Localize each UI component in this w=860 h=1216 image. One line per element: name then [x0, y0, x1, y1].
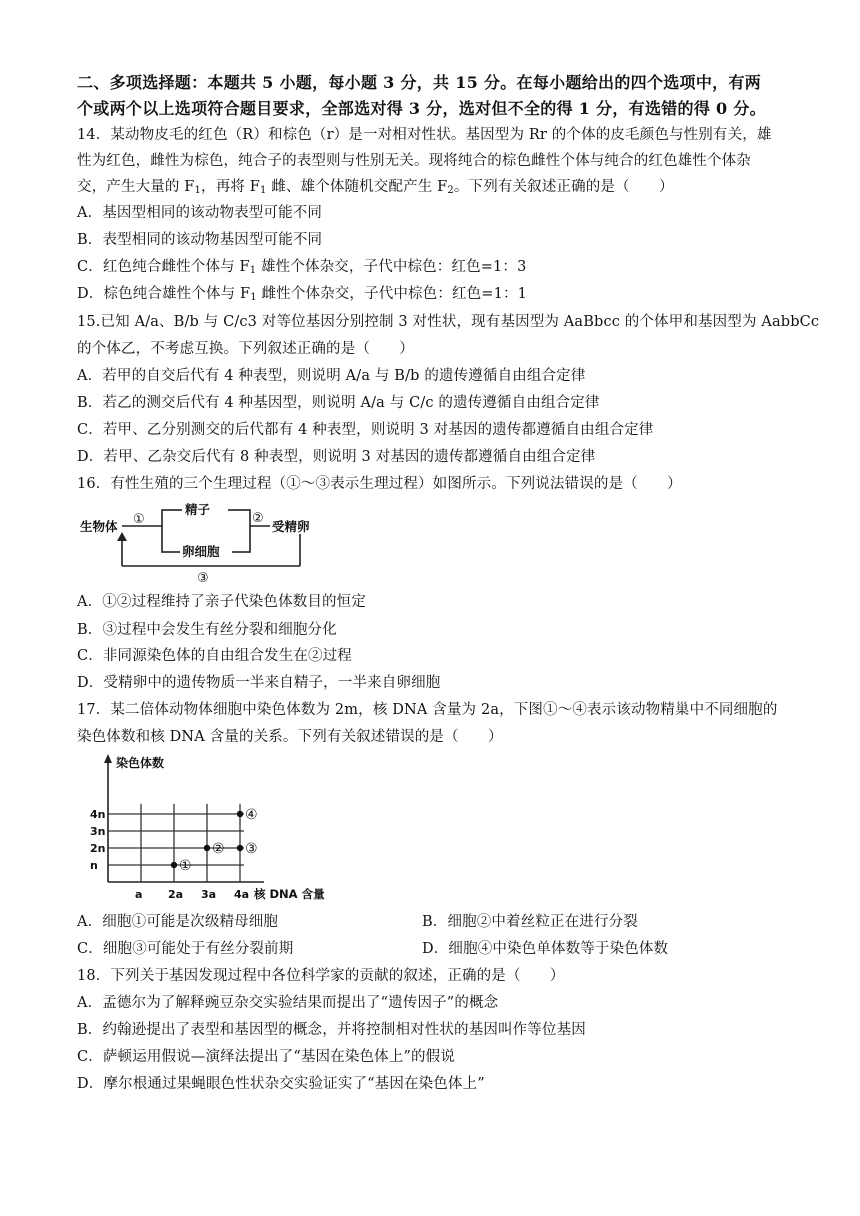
q18-option-b: B．约翰逊提出了表型和基因型的概念，并将控制相对性状的基因叫作等位基因 — [77, 1022, 586, 1038]
data-point-label: ③ — [245, 841, 258, 857]
y-axis-arrow — [104, 754, 112, 763]
y-axis-label: 染色体数 — [116, 756, 165, 770]
q17-option-a: A．细胞①可能是次级精母细胞 — [77, 914, 279, 930]
reproduction-process-diagram — [80, 500, 320, 586]
q15-stem-line-2: 的个体乙，不考虑互换。下列叙述正确的是（ ） — [77, 341, 414, 357]
x-tick-label: 3a — [201, 888, 217, 901]
q16-option-d: D．受精卵中的遗传物质一半来自精子，一半来自卵细胞 — [77, 675, 441, 691]
y-tick-label: 2n — [90, 842, 106, 855]
q14-option-c: C．红色纯合雌性个体与 $F_1$ 雄性个体杂交，子代中棕色：红色=1：3 — [77, 259, 527, 276]
data-point — [171, 862, 177, 868]
section-header-line-1: 二、多项选择题：本题共 5 小题，每小题 3 分，共 15 分。在每小题给出的四个选项中，有两 — [77, 73, 762, 92]
diagram-label-sperm: 精子 — [185, 502, 211, 517]
q17-stem-line-2: 染色体数和核 DNA 含量的关系。下列有关叙述错误的是（ ） — [77, 729, 503, 745]
q14-stem-line-2: 性为红色，雌性为棕色，纯合子的表型则与性别无关。现将纯合的棕色雌性个体与纯合的红色雄性个体杂 — [77, 153, 751, 169]
q14-option-b: B．表型相同的该动物基因型可能不同 — [77, 232, 323, 248]
diagram-label-egg: 卵细胞 — [182, 544, 220, 559]
q15-option-c: C．若甲、乙分别测交的后代都有 4 种表型，则说明 3 对基因的遗传都遵循自由组合定律 — [77, 422, 654, 438]
data-point-label: ④ — [245, 807, 258, 823]
x-tick-label: 2a — [168, 888, 184, 901]
q14-option-d: D．棕色纯合雄性个体与 $F_1$ 雌性个体杂交，子代中棕色：红色=1：1 — [77, 286, 527, 303]
q16-option-a: A．①②过程维持了亲子代染色体数目的恒定 — [77, 594, 366, 610]
x-axis-label: 核 DNA 含量 — [254, 887, 325, 901]
y-tick-label: 3n — [90, 825, 106, 838]
q17-option-d: D．细胞④中染色单体数等于染色体数 — [422, 941, 669, 957]
section-header-line-2: 个或两个以上选项符合题目要求，全部选对得 3 分，选对但不全的得 1 分，有选错的得 0 分。 — [77, 99, 766, 118]
q15-option-d: D．若甲、乙杂交后代有 8 种表型，则说明 3 对基因的遗传都遵循自由组合定律 — [77, 449, 596, 465]
y-tick-label: n — [90, 859, 98, 872]
q17-option-row-2 — [77, 939, 669, 959]
q18-stem: 18．下列关于基因发现过程中各位科学家的贡献的叙述，正确的是（ ） — [77, 968, 565, 984]
q14-stem-line-3: 交，产生大量的 $F_1$，再将 $F_1$ 雌、雄个体随机交配产生 $F_2$。下列有关叙述正确的是（ ） — [77, 179, 674, 196]
q16-stem: 16．有性生殖的三个生理过程（①～③表示生理过程）如图所示。下列说法错误的是（ ） — [77, 476, 682, 492]
chromosome-dna-chart — [78, 752, 328, 904]
data-point — [237, 811, 243, 817]
q18-option-c: C．萨顿运用假说—演绎法提出了“基因在染色体上”的假说 — [77, 1049, 455, 1065]
q17-option-row-1 — [77, 912, 638, 932]
diagram-label-organism: 生物体 — [80, 519, 118, 534]
diagram-label-step3: ③ — [197, 571, 209, 586]
q14-option-a: A．基因型相同的该动物表型可能不同 — [77, 205, 323, 221]
data-point — [237, 845, 243, 851]
q17-option-c: C．细胞③可能处于有丝分裂前期 — [77, 941, 294, 957]
q17-option-b: B．细胞②中着丝粒正在进行分裂 — [422, 914, 638, 930]
diagram-label-zygote: 受精卵 — [272, 519, 310, 534]
diagram-label-step1: ① — [133, 512, 145, 527]
q17-stem-line-1: 17．某二倍体动物体细胞中染色体数为 2m，核 DNA 含量为 2a，下图①～④表示该动物精巢中不同细胞的 — [77, 702, 778, 718]
q18-option-a: A．孟德尔为了解释豌豆杂交实验结果而提出了“遗传因子”的概念 — [77, 995, 499, 1011]
data-point — [204, 845, 210, 851]
data-point-label: ② — [212, 841, 225, 857]
q15-stem-line-1: 15.已知 A/a、B/b 与 C/c3 对等位基因分别控制 3 对性状，现有基因型为 AaBbcc 的个体甲和基因型为 AabbCc — [77, 314, 820, 330]
diagram-label-step2: ② — [252, 511, 264, 526]
x-tick-label: a — [135, 888, 143, 901]
data-point-label: ① — [179, 858, 192, 874]
q15-option-b: B．若乙的测交后代有 4 种基因型，则说明 A/a 与 C/c 的遗传遵循自由组合定律 — [77, 395, 600, 411]
x-tick-label: 4a — [234, 888, 250, 901]
y-tick-label: 4n — [90, 808, 106, 821]
q18-option-d: D．摩尔根通过果蝇眼色性状杂交实验证实了“基因在染色体上” — [77, 1076, 485, 1092]
q16-option-b: B．③过程中会发生有丝分裂和细胞分化 — [77, 622, 337, 638]
q15-option-a: A．若甲的自交后代有 4 种表型，则说明 A/a 与 B/b 的遗传遵循自由组合定律 — [77, 368, 586, 384]
q14-stem-line-1: 14．某动物皮毛的红色（R）和棕色（r）是一对相对性状。基因型为 Rr 的个体的皮毛颜色与性别有关，雄 — [77, 127, 772, 143]
q16-option-c: C．非同源染色体的自由组合发生在②过程 — [77, 648, 352, 664]
